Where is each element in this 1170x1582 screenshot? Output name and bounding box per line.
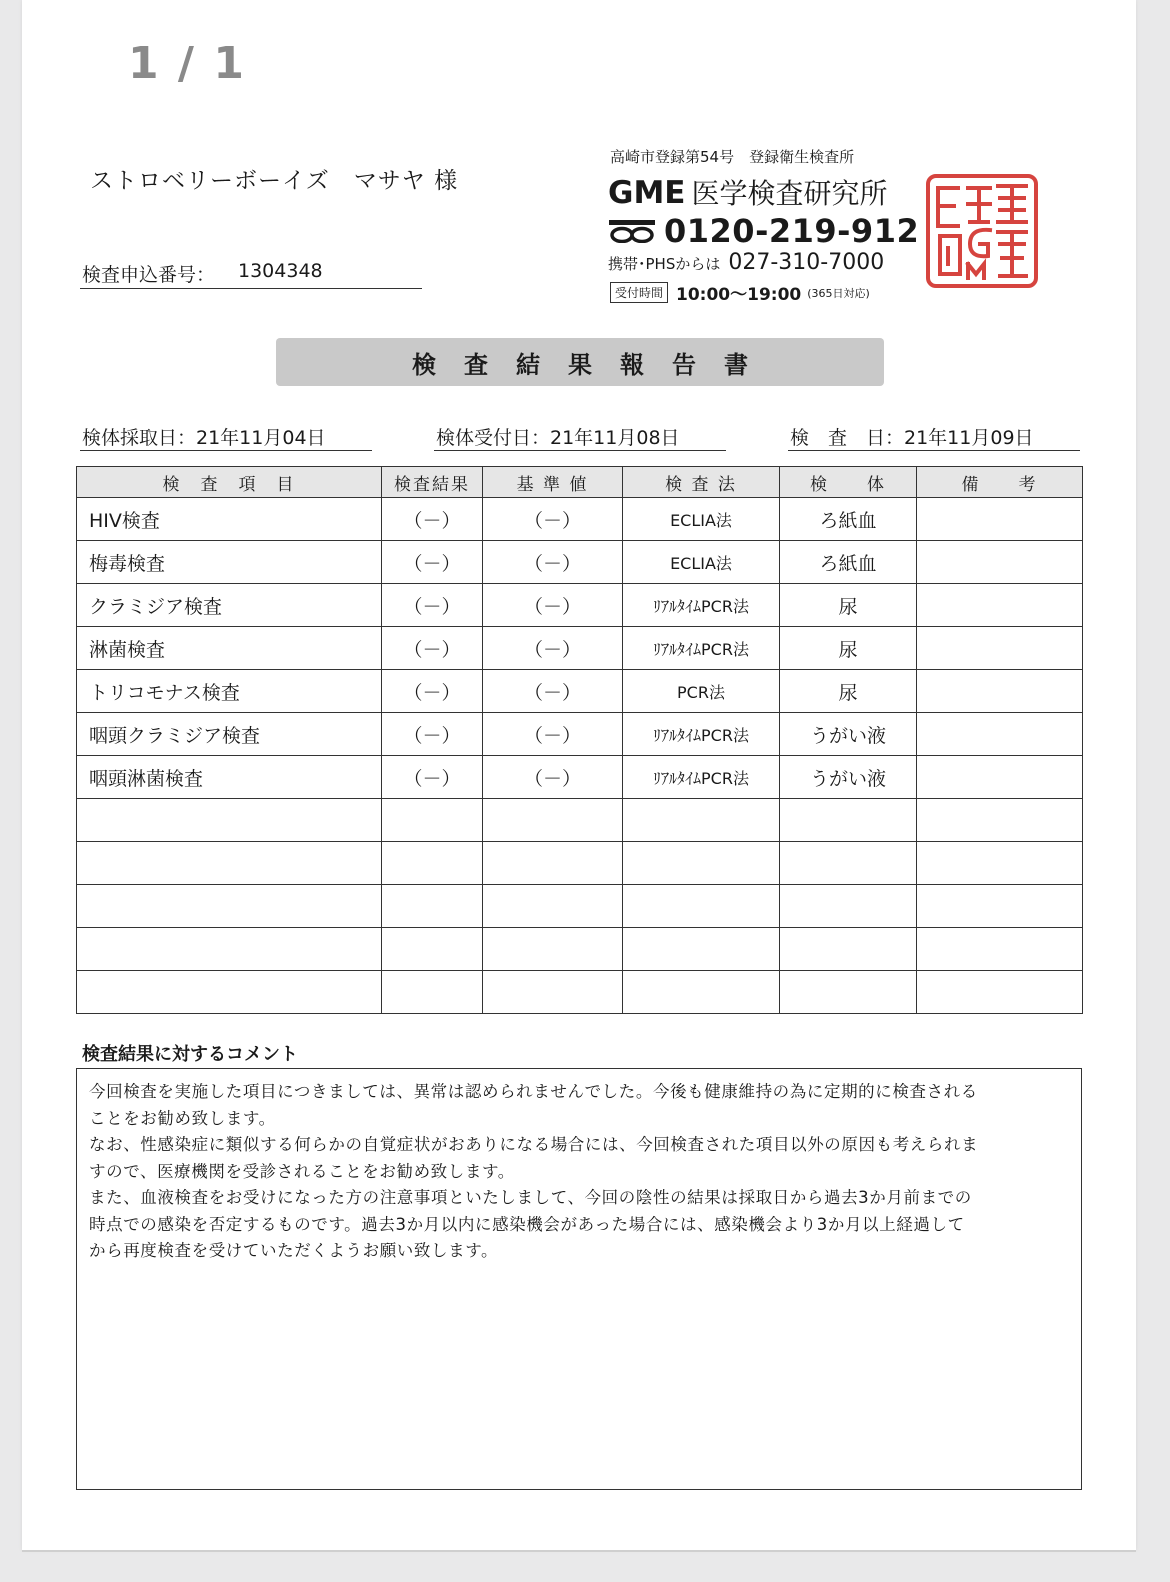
method-cell: ﾘｱﾙﾀｲﾑPCR法 bbox=[623, 584, 780, 627]
seal-glyphs bbox=[930, 178, 1034, 284]
result-cell bbox=[382, 885, 483, 928]
reference-cell bbox=[483, 842, 623, 885]
comment-title: 検査結果に対するコメント bbox=[82, 1044, 298, 1065]
result-cell: （－） bbox=[382, 713, 483, 756]
report-title-bar bbox=[276, 338, 884, 386]
method-cell: ECLIA法 bbox=[623, 498, 780, 541]
result-cell bbox=[382, 971, 483, 1014]
table-row bbox=[77, 627, 1083, 670]
test-date-field bbox=[788, 420, 1080, 451]
reference-cell: （－） bbox=[483, 713, 623, 756]
note-cell bbox=[917, 842, 1083, 885]
collection-date: 検体採取日：21年11月04日 bbox=[82, 427, 326, 449]
method-cell bbox=[623, 971, 780, 1014]
specimen-cell: ろ紙血 bbox=[780, 541, 917, 584]
specimen-cell bbox=[780, 799, 917, 842]
test-item-cell: トリコモナス検査 bbox=[77, 670, 382, 713]
reference-cell: （－） bbox=[483, 756, 623, 799]
mobile-label: 携帯･PHSからは bbox=[608, 255, 721, 273]
specimen-cell: ろ紙血 bbox=[780, 498, 917, 541]
test-item-cell bbox=[77, 842, 382, 885]
method-cell bbox=[623, 842, 780, 885]
days-note: (365日対応) bbox=[807, 286, 870, 300]
recipient-name: ストロベリーボーイズ マサヤ 様 bbox=[90, 168, 459, 194]
header-result: 検査結果 bbox=[382, 467, 483, 498]
result-cell bbox=[382, 928, 483, 971]
mobile-number: 027-310-7000 bbox=[728, 250, 885, 275]
test-item-cell bbox=[77, 885, 382, 928]
note-cell bbox=[917, 498, 1083, 541]
note-cell bbox=[917, 885, 1083, 928]
specimen-cell: 尿 bbox=[780, 670, 917, 713]
header-note: 備 考 bbox=[917, 467, 1083, 498]
specimen-cell bbox=[780, 928, 917, 971]
business-hours bbox=[610, 280, 870, 305]
table-row bbox=[77, 756, 1083, 799]
result-cell: （－） bbox=[382, 498, 483, 541]
application-number-value: 1304348 bbox=[238, 260, 323, 282]
result-cell bbox=[382, 842, 483, 885]
test-item-cell: 梅毒検査 bbox=[77, 541, 382, 584]
test-date: 検 査 日：21年11月09日 bbox=[790, 427, 1034, 449]
table-row bbox=[77, 670, 1083, 713]
reference-cell: （－） bbox=[483, 670, 623, 713]
result-cell: （－） bbox=[382, 584, 483, 627]
reference-cell: （－） bbox=[483, 541, 623, 584]
table-row bbox=[77, 799, 1083, 842]
test-item-cell bbox=[77, 799, 382, 842]
hours-value: 10:00〜19:00 bbox=[676, 285, 802, 305]
method-cell bbox=[623, 799, 780, 842]
reception-date: 検体受付日：21年11月08日 bbox=[436, 427, 680, 449]
table-row bbox=[77, 842, 1083, 885]
note-cell bbox=[917, 971, 1083, 1014]
specimen-cell bbox=[780, 842, 917, 885]
specimen-cell: 尿 bbox=[780, 627, 917, 670]
result-cell: （－） bbox=[382, 627, 483, 670]
method-cell bbox=[623, 928, 780, 971]
test-item-cell bbox=[77, 928, 382, 971]
lab-registration: 高崎市登録第54号 登録衛生検査所 bbox=[610, 148, 855, 166]
table-row bbox=[77, 885, 1083, 928]
method-cell: ﾘｱﾙﾀｲﾑPCR法 bbox=[623, 756, 780, 799]
note-cell bbox=[917, 541, 1083, 584]
hours-label: 受付時間 bbox=[610, 282, 668, 303]
result-cell bbox=[382, 799, 483, 842]
test-item-cell: クラミジア検査 bbox=[77, 584, 382, 627]
method-cell bbox=[623, 885, 780, 928]
method-cell: ECLIA法 bbox=[623, 541, 780, 584]
table-row bbox=[77, 541, 1083, 584]
reference-cell bbox=[483, 971, 623, 1014]
method-cell: ﾘｱﾙﾀｲﾑPCR法 bbox=[623, 627, 780, 670]
table-row bbox=[77, 713, 1083, 756]
note-cell bbox=[917, 627, 1083, 670]
specimen-cell bbox=[780, 885, 917, 928]
note-cell bbox=[917, 928, 1083, 971]
note-cell bbox=[917, 670, 1083, 713]
mobile-line bbox=[608, 250, 884, 275]
collection-date-field bbox=[80, 420, 372, 451]
reference-cell: （－） bbox=[483, 584, 623, 627]
header-test-item: 検 査 項 目 bbox=[77, 467, 382, 498]
specimen-cell bbox=[780, 971, 917, 1014]
table-header-row bbox=[77, 467, 1083, 498]
table-row bbox=[77, 498, 1083, 541]
freedial-icon bbox=[608, 219, 656, 243]
page-indicator: 1 / 1 bbox=[128, 38, 246, 89]
note-cell bbox=[917, 713, 1083, 756]
specimen-cell: 尿 bbox=[780, 584, 917, 627]
report-title: 検査結果報告書 bbox=[412, 350, 776, 379]
result-cell: （－） bbox=[382, 670, 483, 713]
specimen-cell: うがい液 bbox=[780, 713, 917, 756]
test-item-cell: 咽頭クラミジア検査 bbox=[77, 713, 382, 756]
header-method: 検 査 法 bbox=[623, 467, 780, 498]
result-cell: （－） bbox=[382, 541, 483, 584]
reference-cell: （－） bbox=[483, 627, 623, 670]
method-cell: PCR法 bbox=[623, 670, 780, 713]
test-item-cell: 咽頭淋菌検査 bbox=[77, 756, 382, 799]
company-seal-stamp bbox=[926, 174, 1038, 288]
lab-brand: GME bbox=[608, 175, 686, 211]
header-specimen: 検 体 bbox=[780, 467, 917, 498]
results-table bbox=[76, 466, 1083, 1014]
reference-cell bbox=[483, 799, 623, 842]
application-number-field bbox=[80, 256, 422, 289]
test-item-cell: 淋菌検査 bbox=[77, 627, 382, 670]
test-item-cell bbox=[77, 971, 382, 1014]
reference-cell: （－） bbox=[483, 498, 623, 541]
specimen-cell: うがい液 bbox=[780, 756, 917, 799]
freedial-line bbox=[608, 212, 919, 250]
method-cell: ﾘｱﾙﾀｲﾑPCR法 bbox=[623, 713, 780, 756]
note-cell bbox=[917, 799, 1083, 842]
application-number-label: 検査申込番号： bbox=[82, 264, 216, 286]
test-item-cell: HIV検査 bbox=[77, 498, 382, 541]
page-bottom-edge bbox=[22, 1550, 1136, 1552]
header-reference: 基 準 値 bbox=[483, 467, 623, 498]
reception-date-field bbox=[434, 420, 726, 451]
freedial-number: 0120-219-912 bbox=[664, 212, 920, 250]
comment-box bbox=[76, 1068, 1082, 1490]
table-row bbox=[77, 971, 1083, 1014]
reference-cell bbox=[483, 885, 623, 928]
comment-body: 今回検査を実施した項目につきましては、異常は認められませんでした。今後も健康維持の為に定期的に検査される ことをお勧め致します。 なお、性感染症に類似する何らかの自覚症状がおありになる場合には、今回検査された項目以外の原因も考えられま すので、医療機関を受診されることをお勧め致します。 また、血液検査をお受けになった方の注意事項といたしまして、今回の陰性の結果は採取日から過去3か月前までの 時点での感染を否定するものです。過去3か月以内に感染機会があった場合には、感染機会より3か月以上経過して から再度検査を受けていただくようお願い致します。 bbox=[89, 1082, 979, 1260]
lab-name-jp: 医学検査研究所 bbox=[691, 177, 888, 210]
note-cell bbox=[917, 756, 1083, 799]
lab-name bbox=[608, 172, 888, 212]
result-cell: （－） bbox=[382, 756, 483, 799]
reference-cell bbox=[483, 928, 623, 971]
table-row bbox=[77, 928, 1083, 971]
note-cell bbox=[917, 584, 1083, 627]
table-row bbox=[77, 584, 1083, 627]
